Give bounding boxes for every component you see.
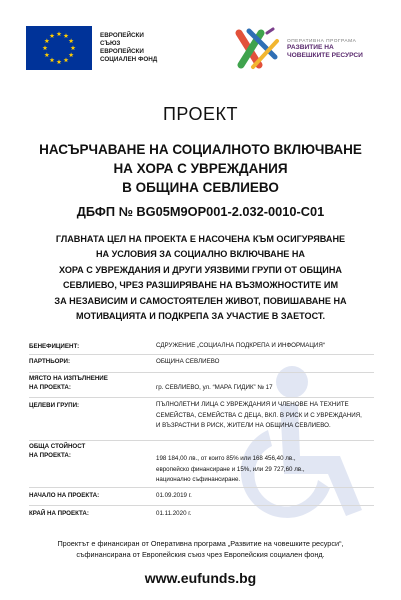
funding-note-line: Проектът е финансиран от Оперативна програма „Развитие на човешките ресурси“,	[57, 539, 344, 548]
detail-row-location	[29, 372, 374, 397]
eu-logo-text	[100, 32, 157, 64]
eu-logo-line: ЕВРОПЕЙСКИ	[100, 48, 144, 55]
detail-row-total-value	[29, 440, 374, 487]
project-goal	[12, 232, 389, 324]
website-link[interactable]: www.eufunds.bg	[144, 570, 257, 586]
detail-row-target-groups	[29, 397, 374, 440]
funding-note	[0, 538, 401, 560]
project-details	[29, 340, 374, 523]
eu-logo-line: СОЦИАЛЕН ФОНД	[100, 56, 158, 63]
goal-line: МОТИВАЦИЯТА И ПОДКРЕПА ЗА УЧАСТИЕ В ЗАЕТОСТ.	[76, 311, 325, 322]
detail-label: ОБЩА СТОЙНОСТ НА ПРОЕКТА:	[29, 443, 86, 459]
detail-label: КРАЙ НА ПРОЕКТА:	[29, 510, 89, 517]
op-logo-title-line: РАЗВИТИЕ НА	[287, 43, 334, 51]
project-title-line: В ОБЩИНА СЕВЛИЕВО	[122, 180, 279, 195]
detail-label: ЦЕЛЕВИ ГРУПИ:	[29, 402, 80, 409]
detail-value: 01.11.2020 г.	[156, 510, 192, 517]
eu-logo-line: СЪЮЗ	[100, 40, 121, 47]
detail-value: СДРУЖЕНИЕ „СОЦИАЛНА ПОДКРЕПА И ИНФОРМАЦИЯ“	[156, 342, 325, 349]
goal-line: ЗА НЕЗАВИСИМ И САМОСТОЯТЕЛЕН ЖИВОТ, ПОВИШАВАНЕ НА	[54, 295, 347, 306]
op-logo-title-line: ЧОВЕШКИТЕ РЕСУРСИ	[287, 51, 363, 59]
detail-value: ОБЩИНА СЕВЛИЕВО	[156, 358, 220, 365]
detail-label: НАЧАЛО НА ПРОЕКТА:	[29, 492, 100, 499]
funding-note-line: съфинансирана от Европейския съюз чрез Европейския социален фонд.	[76, 550, 325, 559]
detail-value: 198 184,00 лв., от които 85% или 168 456,40 лв., европейско финансиране и 15%, или 29 727,60 лв., национално съфинансиране.	[156, 455, 305, 483]
detail-value: гр. СЕВЛИЕВО, ул. “МАРА ГИДИК” № 17	[156, 384, 273, 391]
eu-logo	[26, 26, 157, 70]
project-title	[0, 140, 401, 197]
eu-logo-line: ЕВРОПЕЙСКИ	[100, 32, 144, 39]
contract-code: ДБФП № BG05M9OP001-2.032-0010-C01	[76, 204, 325, 219]
goal-line: СЕВЛИЕВО, ЧРЕЗ РАЗШИРЯВАНЕ НА ВЪЗМОЖНОСТИТЕ ИМ	[62, 280, 339, 291]
page-heading: ПРОЕКТ	[162, 104, 239, 124]
detail-row-beneficiary	[29, 340, 374, 354]
detail-value: ПЪЛНОЛЕТНИ ЛИЦА С УВРЕЖДАНИЯ И ЧЛЕНОВЕ НА ТЕХНИТЕ СЕМЕЙСТВА, СЕМЕЙСТВА С ДЕЦА, ВКЛ. В РИСК И С УВРЕЖДАНИЯ, И ВЪЗРАСТНИ В РИСК, ЖИТЕЛИ НА ОБЩИНА СЕВЛИЕВО.	[156, 401, 362, 429]
op-logo-subtitle: ОПЕРАТИВНА ПРОГРАМА	[287, 38, 357, 44]
op-logo	[233, 27, 363, 71]
detail-label: БЕНЕФИЦИЕНТ:	[29, 343, 80, 350]
detail-label: ПАРТНЬОРИ:	[29, 358, 71, 365]
eu-flag-icon	[26, 26, 92, 70]
operational-programme-icon	[233, 27, 281, 71]
goal-line: ГЛАВНАТА ЦЕЛ НА ПРОЕКТА Е НАСОЧЕНА КЪМ ОСИГУРЯВАНЕ	[55, 234, 346, 244]
detail-value: 01.09.2019 г.	[156, 492, 192, 499]
detail-row-start-date	[29, 487, 374, 505]
goal-line: ХОРА С УВРЕЖДАНИЯ И ДРУГИ УЯЗВИМИ ГРУПИ ОТ ОБЩИНА	[59, 264, 342, 275]
project-title-line: НАСЪРЧАВАНЕ НА СОЦИАЛНОТО ВКЛЮЧВАНЕ	[39, 142, 362, 157]
goal-line: НА УСЛОВИЯ ЗА СОЦИАЛНО ВКЛЮЧВАНЕ НА	[95, 249, 305, 260]
detail-row-partners	[29, 354, 374, 372]
detail-label: МЯСТО НА ИЗПЪЛНЕНИЕ НА ПРОЕКТА:	[29, 375, 108, 391]
detail-row-end-date	[29, 505, 374, 523]
project-title-line: НА ХОРА С УВРЕЖДАНИЯ	[113, 161, 288, 176]
